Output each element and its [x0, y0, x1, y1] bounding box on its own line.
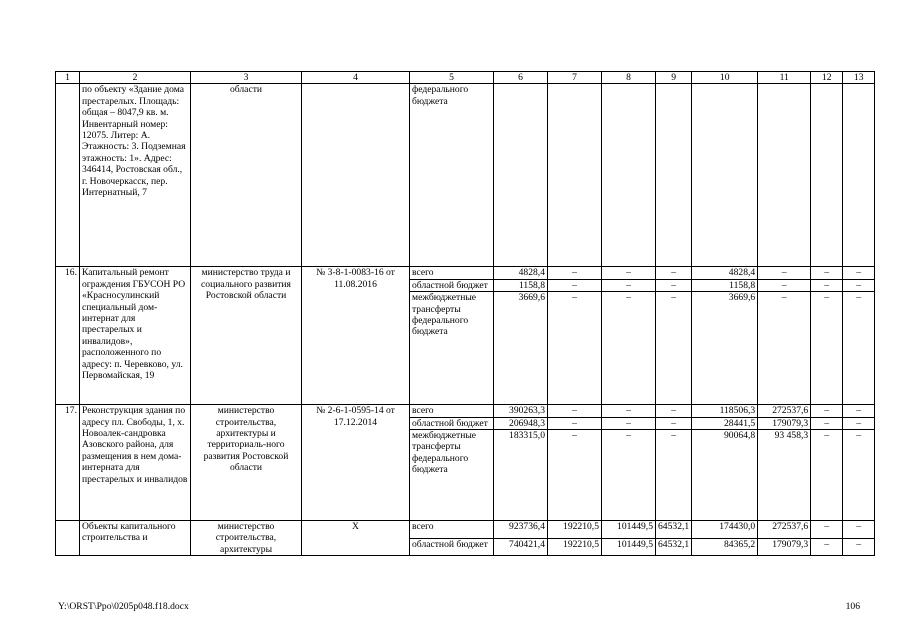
value-cell: 4828,4 [692, 267, 758, 279]
column-number: 10 [692, 72, 758, 84]
source-cell: всего [410, 521, 494, 539]
column-number: 1 [56, 72, 80, 84]
source-cell: всего [410, 267, 494, 279]
value-cell: – [811, 405, 843, 417]
value-cell: – [843, 521, 875, 539]
column-number: 2 [80, 72, 191, 84]
value-cell: – [602, 417, 656, 429]
value-cell: – [811, 267, 843, 279]
object-cell: Капитальный ремонт ограждения ГБУСОН РО «Красносулинский специальный дом-интернат для престарелых и инвалидов», расположенного по адресу: п. Черевково, ул. Первомайская, 19 [80, 267, 191, 405]
value-cell: – [656, 267, 692, 279]
value-cell: – [843, 292, 875, 405]
source-cell: межбюджетные трансферты федерального бюджета [410, 292, 494, 405]
document-cell: № 2-6-1-0595-14 от 17.12.2014 [302, 405, 410, 521]
value-cell: 3669,6 [692, 292, 758, 405]
value-cell: – [843, 267, 875, 279]
table-row [56, 267, 875, 279]
value-cell: – [843, 279, 875, 291]
ministry-cell: министерство строительства, архитектуры и территориаль-ного развития Ростовской области [191, 405, 302, 521]
value-cell: 1158,8 [494, 279, 548, 291]
value-cell: – [548, 267, 602, 279]
column-number: 11 [758, 72, 811, 84]
column-number: 3 [191, 72, 302, 84]
value-cell: 93 458,3 [758, 430, 811, 521]
value-cell: – [843, 417, 875, 429]
value-cell: – [758, 267, 811, 279]
value-cell: 101449,5 [602, 538, 656, 556]
footer-file-path: Y:\ORST\Ppo\0205p048.f18.docx [58, 601, 189, 612]
value-cell [494, 84, 548, 267]
value-cell: – [602, 279, 656, 291]
value-cell: – [811, 538, 843, 556]
value-cell: 101449,5 [602, 521, 656, 539]
value-cell: 179079,3 [758, 417, 811, 429]
value-cell: 4828,4 [494, 267, 548, 279]
value-cell: – [656, 430, 692, 521]
value-cell: – [843, 430, 875, 521]
row-number-cell [56, 521, 80, 556]
value-cell [843, 84, 875, 267]
value-cell: – [811, 521, 843, 539]
table-row [56, 84, 875, 267]
value-cell: – [548, 405, 602, 417]
value-cell: – [602, 405, 656, 417]
object-cell: Реконструкция здания по адресу пл. Свободы, 1, х. Новоалек-сандровка Азовского района, для размещения в нем дома-интерната для престарелых и инвалидов [80, 405, 191, 521]
ministry-cell: министерство строительства, архитектуры [191, 521, 302, 556]
value-cell: 272537,6 [758, 521, 811, 539]
object-cell: по объекту «Здание дома престарелых. Площадь: общая – 8047,9 кв. м. Инвентарный номер: 12075. Литер: А. Этажность: 3. Подземная этажность: 1». Адрес: 346414, Ростовская обл., г. Новочеркасск, пер. Интернатный, 7 [80, 84, 191, 267]
value-cell: – [602, 267, 656, 279]
object-cell: Объекты капитального строительства и [80, 521, 191, 556]
value-cell [656, 84, 692, 267]
column-number: 4 [302, 72, 410, 84]
ministry-cell: области [191, 84, 302, 267]
value-cell: 390263,3 [494, 405, 548, 417]
page-number: 106 [845, 601, 860, 612]
source-cell: областной бюджет [410, 279, 494, 291]
value-cell: – [811, 279, 843, 291]
value-cell: – [656, 417, 692, 429]
value-cell: – [656, 405, 692, 417]
value-cell: – [758, 279, 811, 291]
value-cell: 740421,4 [494, 538, 548, 556]
document-cell [302, 84, 410, 267]
ministry-cell: министерство труда и социального развития Ростовской области [191, 267, 302, 405]
row-number-cell [56, 84, 80, 267]
value-cell: – [843, 538, 875, 556]
value-cell: 206948,3 [494, 417, 548, 429]
value-cell: – [811, 417, 843, 429]
value-cell: 118506,3 [692, 405, 758, 417]
column-number: 7 [548, 72, 602, 84]
value-cell: – [811, 292, 843, 405]
column-number: 5 [410, 72, 494, 84]
value-cell: 64532,1 [656, 521, 692, 539]
column-number: 8 [602, 72, 656, 84]
source-cell: областной бюджет [410, 538, 494, 556]
table-row [56, 405, 875, 417]
value-cell: – [656, 292, 692, 405]
value-cell: 1158,8 [692, 279, 758, 291]
source-cell: всего [410, 405, 494, 417]
table-row [56, 521, 875, 539]
source-cell: областной бюджет [410, 417, 494, 429]
document-cell: Х [302, 521, 410, 556]
value-cell: – [811, 430, 843, 521]
value-cell: – [548, 417, 602, 429]
value-cell: 28441,5 [692, 417, 758, 429]
value-cell: – [548, 430, 602, 521]
value-cell: – [548, 292, 602, 405]
value-cell [811, 84, 843, 267]
value-cell: 64532,1 [656, 538, 692, 556]
value-cell: 272537,6 [758, 405, 811, 417]
value-cell: 192210,5 [548, 538, 602, 556]
value-cell [602, 84, 656, 267]
value-cell [758, 84, 811, 267]
value-cell: 3669,6 [494, 292, 548, 405]
source-cell: межбюджетные трансферты федерального бюджета [410, 430, 494, 521]
value-cell: 84365,2 [692, 538, 758, 556]
budget-table [55, 71, 875, 556]
value-cell: 923736,4 [494, 521, 548, 539]
value-cell [692, 84, 758, 267]
row-number-cell: 16. [56, 267, 80, 405]
value-cell: – [548, 279, 602, 291]
value-cell: 174430,0 [692, 521, 758, 539]
source-cell: федерального бюджета [410, 84, 494, 267]
column-number: 6 [494, 72, 548, 84]
value-cell [548, 84, 602, 267]
value-cell: 192210,5 [548, 521, 602, 539]
value-cell: 90064,8 [692, 430, 758, 521]
value-cell: – [602, 292, 656, 405]
value-cell: – [843, 405, 875, 417]
column-number: 13 [843, 72, 875, 84]
value-cell: 179079,3 [758, 538, 811, 556]
column-number-row [56, 72, 875, 84]
column-number: 12 [811, 72, 843, 84]
row-number-cell: 17. [56, 405, 80, 521]
column-number: 9 [656, 72, 692, 84]
value-cell: – [602, 430, 656, 521]
value-cell: 183315,0 [494, 430, 548, 521]
value-cell: – [758, 292, 811, 405]
document-cell: № 3-8-1-0083-16 от 11.08.2016 [302, 267, 410, 405]
value-cell: – [656, 279, 692, 291]
